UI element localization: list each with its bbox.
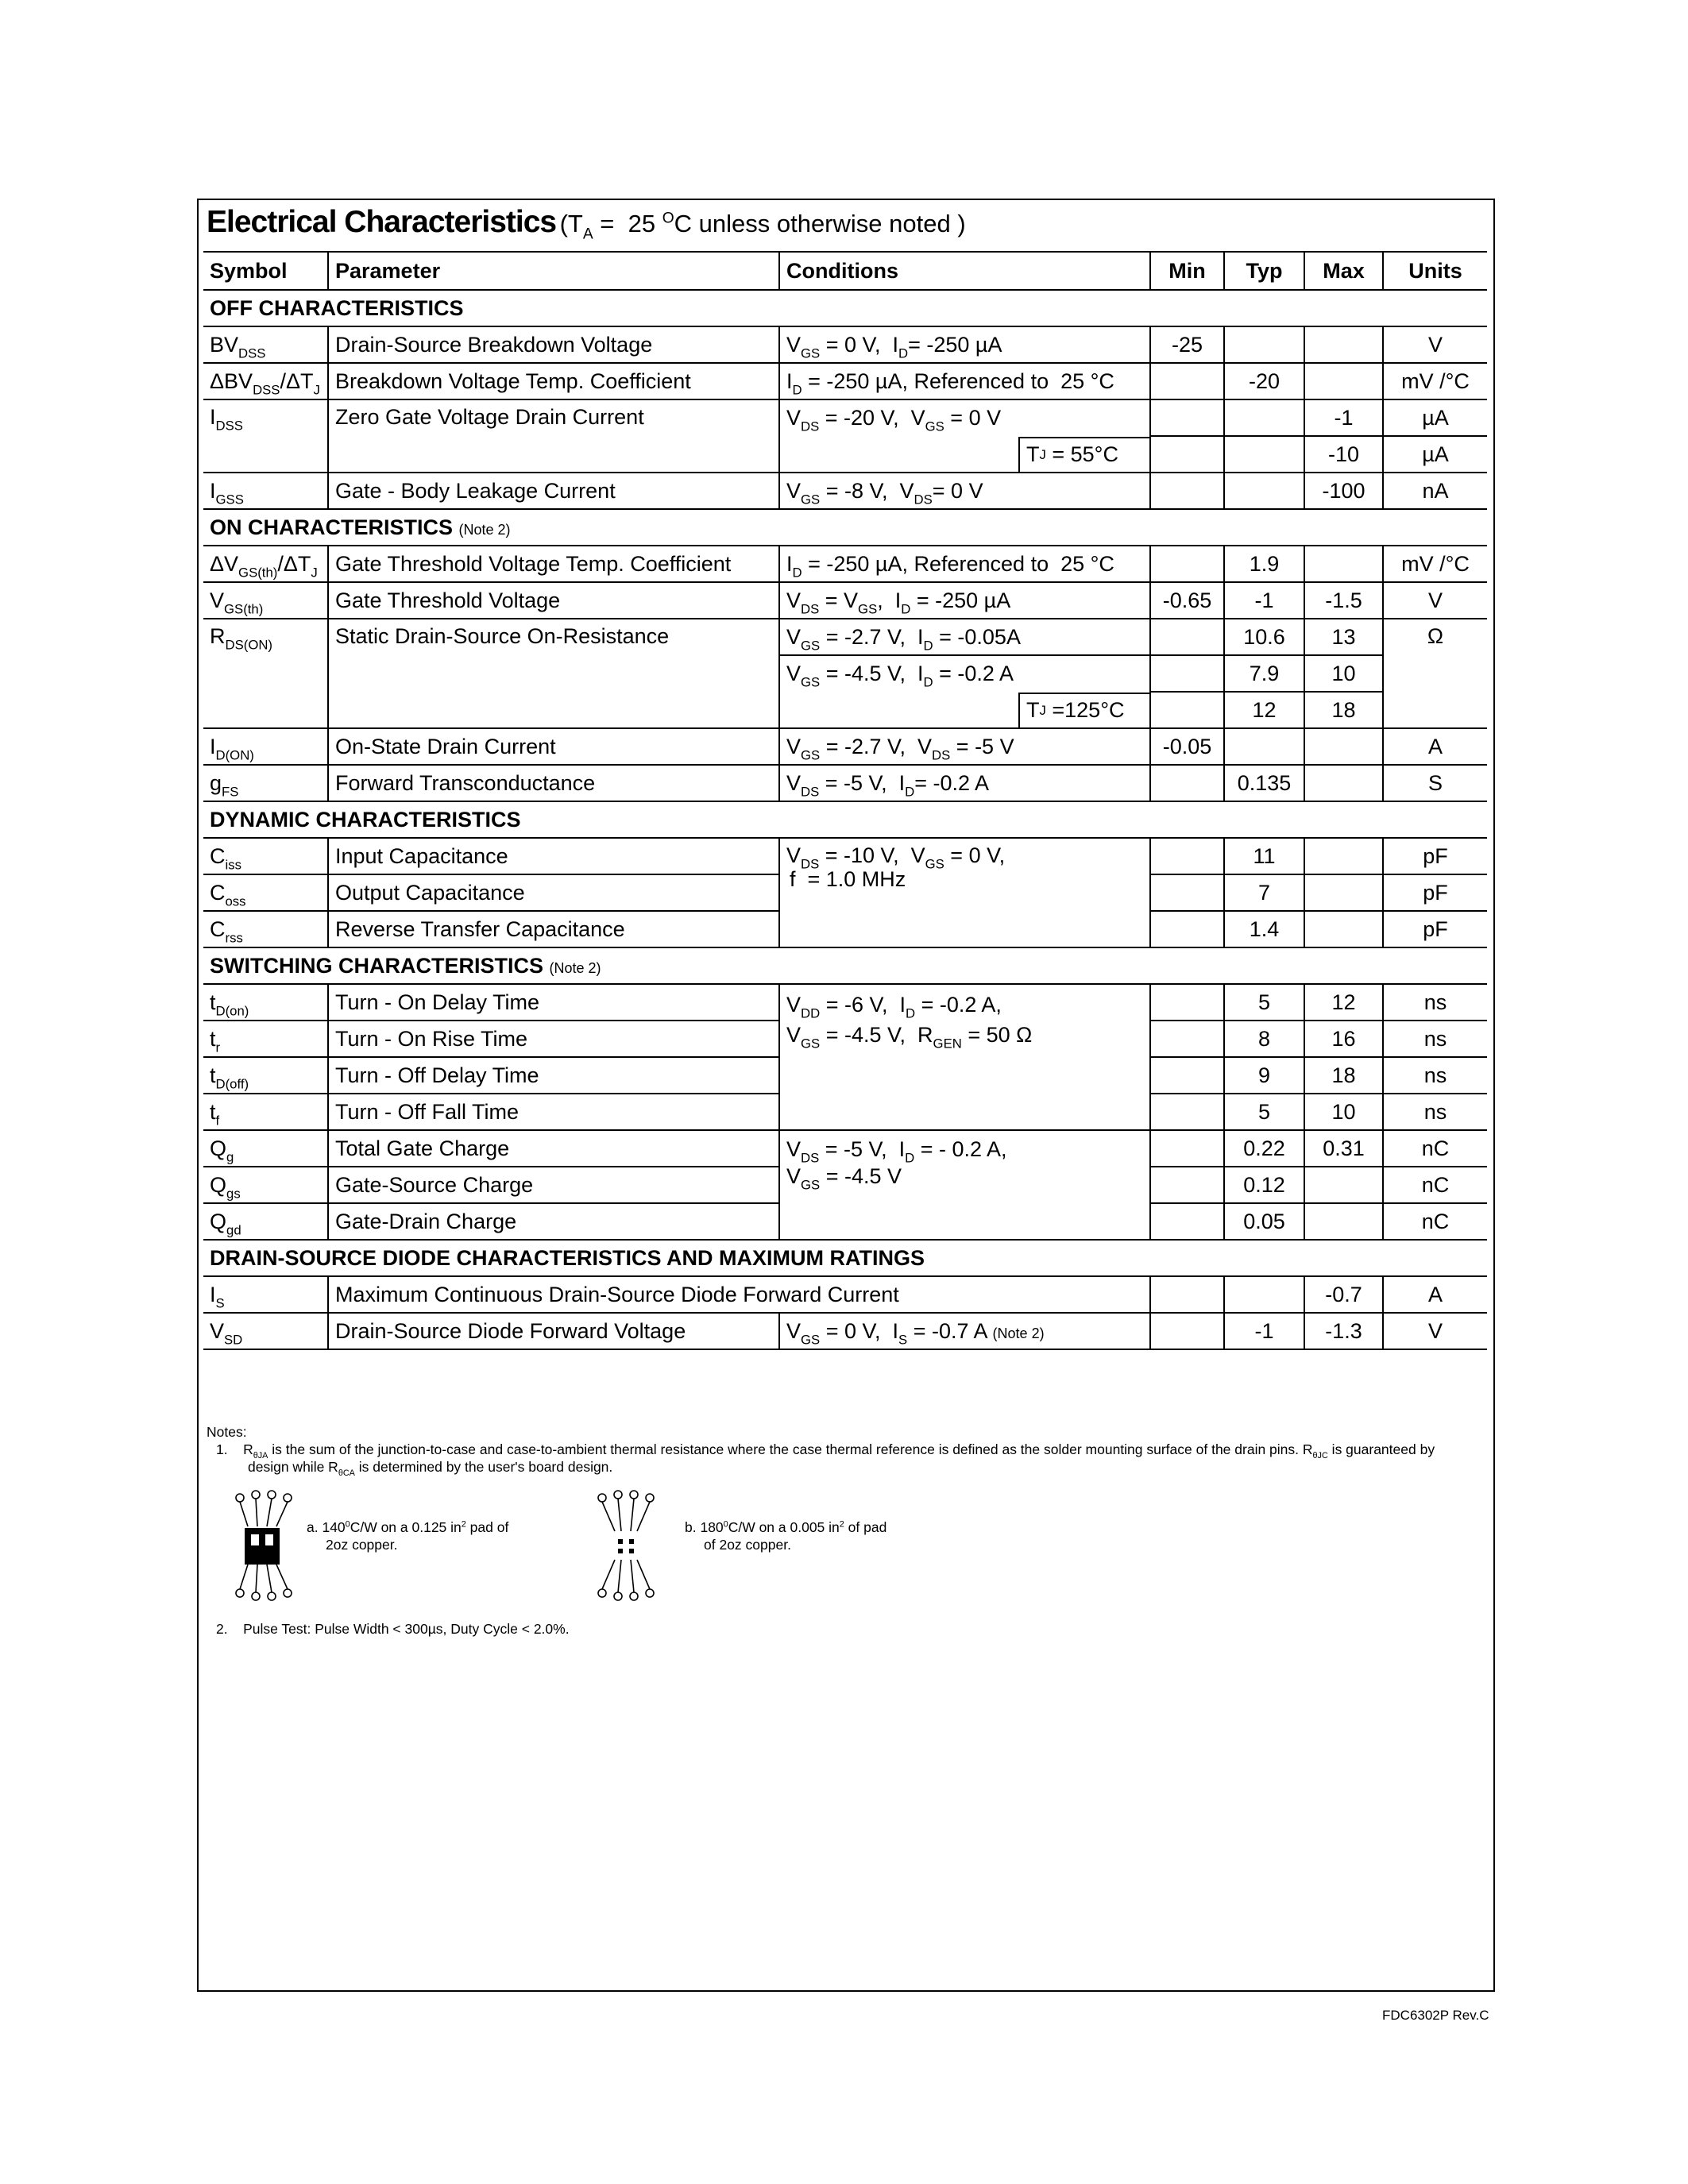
header-row (203, 252, 1487, 290)
symbol-cell: $t_{D(off)}$ (203, 1057, 328, 1094)
typ-cell: 5 (1224, 984, 1304, 1021)
units-cell: mV /°C (1383, 546, 1487, 582)
parameter-cell: Total Gate Charge (328, 1130, 779, 1167)
symbol-cell: $I_S$ (203, 1276, 328, 1313)
header-parameter: Parameter (328, 252, 779, 290)
conditions-cell: $V_{GS} = -8$ V, $V_{DS}= 0$ V (779, 473, 1150, 509)
section-switching: SWITCHING CHARACTERISTICS (Note 2) (203, 947, 1487, 984)
symbol-cell: $t_f$ (203, 1094, 328, 1130)
units-cell: pF (1383, 911, 1487, 947)
parameter-cell: Turn - On Delay Time (328, 984, 779, 1021)
typ-cell: 5 (1224, 1094, 1304, 1130)
conditions-cell: $V_{DS} = V_{GS}$, $I_D = -250$ µA (779, 582, 1150, 619)
typ-cell: 10.6 (1224, 619, 1304, 655)
header-conditions: Conditions (779, 252, 1150, 290)
conditions-cell: $I_D = -250$ µA, Referenced to 25 °C (779, 363, 1150, 399)
units-cell: nC (1383, 1130, 1487, 1167)
typ-cell: 0.135 (1224, 765, 1304, 801)
symbol-cell: $C_{iss}$ (203, 838, 328, 874)
units-cell: nA (1383, 473, 1487, 509)
typ-cell: 1.9 (1224, 546, 1304, 582)
max-cell: -1.5 (1304, 582, 1383, 619)
conditions-cell: $V_{GS} = -2.7$ V, $V_{DS} = -5$ V (779, 728, 1150, 765)
symbol-cell: $C_{rss}$ (203, 911, 328, 947)
parameter-cell: Turn - Off Delay Time (328, 1057, 779, 1094)
symbol-cell: $t_r$ (203, 1021, 328, 1057)
min-cell: -0.65 (1150, 582, 1224, 619)
header-units: Units (1383, 252, 1487, 290)
symbol-cell: $\Delta V_{GS(th)}/\Delta T_J$ (203, 546, 328, 582)
parameter-cell: Forward Transconductance (328, 765, 779, 801)
max-cell: 10 (1304, 1094, 1383, 1130)
max-cell: 10 (1304, 655, 1383, 692)
footprint-b-diagram (594, 1487, 658, 1604)
table-row (203, 984, 1487, 1021)
conditions-cell: $V_{DS} = -10$ V, $V_{GS} = 0$ V, f = 1.0 MHz (779, 838, 1150, 947)
table-row (203, 1313, 1487, 1349)
conditions-cell: $V_{DS} = -5$ V, $I_D= -0.2$ A (779, 765, 1150, 801)
datasheet-frame (197, 199, 1495, 1992)
symbol-cell: $Q_g$ (203, 1130, 328, 1167)
max-cell: -0.7 (1304, 1276, 1383, 1313)
units-cell: nC (1383, 1167, 1487, 1203)
max-cell (1304, 326, 1383, 363)
units-cell: pF (1383, 838, 1487, 874)
symbol-cell: $V_{SD}$ (203, 1313, 328, 1349)
symbol-cell: $\Delta BV_{DSS}/\Delta T_J$ (203, 363, 328, 399)
table-row (203, 765, 1487, 801)
header-max: Max (1304, 252, 1383, 290)
parameter-cell: Gate - Body Leakage Current (328, 473, 779, 509)
table-row (203, 838, 1487, 874)
symbol-cell: $V_{GS(th)}$ (203, 582, 328, 619)
header-min: Min (1150, 252, 1224, 290)
max-cell: 13 (1304, 619, 1383, 655)
parameter-cell: On-State Drain Current (328, 728, 779, 765)
note-1: 1. $R_{\theta JA}$ is the sum of the junction-to-case and case-to-ambient thermal resistance where the case thermal reference is defined as the solder mounting surface of the drain pins. $R_{\theta JC}$ is guaranteed by (216, 1441, 1435, 1461)
section-diode: DRAIN-SOURCE DIODE CHARACTERISTICS AND MAXIMUM RATINGS (203, 1240, 1487, 1276)
units-cell: ns (1383, 984, 1487, 1021)
typ-cell: 9 (1224, 1057, 1304, 1094)
conditions-cell: $V_{DD} = -6$ V, $I_D = -0.2$ A, $V_{GS} = -4.5$ V, $R_{GEN} = 50$ Ω (779, 984, 1150, 1130)
electrical-characteristics-table (203, 251, 1487, 1350)
max-cell: -1.3 (1304, 1313, 1383, 1349)
max-cell: 0.31 (1304, 1130, 1383, 1167)
units-cell: nC (1383, 1203, 1487, 1240)
parameter-cell: Turn - On Rise Time (328, 1021, 779, 1057)
table-row (203, 363, 1487, 399)
note-1-cont: design while $R_{\theta CA}$ is determined by the user's board design. (248, 1459, 613, 1478)
section-dynamic: DYNAMIC CHARACTERISTICS (203, 801, 1487, 838)
typ-cell: 11 (1224, 838, 1304, 874)
typ-cell: -20 (1224, 363, 1304, 399)
symbol-cell: $R_{DS(ON)}$ (203, 619, 328, 728)
symbol-cell: $C_{oss}$ (203, 874, 328, 911)
typ-cell: 7 (1224, 874, 1304, 911)
footprint-b-caption: b. $180^0C/W$ on a 0.005 $in^2$ of pad of 2oz copper. (685, 1519, 887, 1553)
header-typ: Typ (1224, 252, 1304, 290)
parameter-cell: Gate-Source Charge (328, 1167, 779, 1203)
symbol-cell: $I_{D(ON)}$ (203, 728, 328, 765)
table-row (203, 473, 1487, 509)
table-row (203, 1276, 1487, 1313)
typ-cell: 0.12 (1224, 1167, 1304, 1203)
max-cell: -100 (1304, 473, 1383, 509)
section-off: OFF CHARACTERISTICS (203, 290, 1487, 326)
tj-condition: T J = 55°C (1018, 437, 1149, 472)
units-cell: A (1383, 728, 1487, 765)
typ-cell: 7.9 (1224, 655, 1304, 692)
parameter-cell: Breakdown Voltage Temp. Coefficient (328, 363, 779, 399)
section-on: ON CHARACTERISTICS (Note 2) (203, 509, 1487, 546)
max-cell: 18 (1304, 692, 1383, 728)
title-conditions: ($T_A = 25$ $^O$C unless otherwise noted ) (559, 210, 966, 243)
table-row (203, 619, 1487, 655)
conditions-cell: $V_{GS} = 0$ V, $I_S = -0.7$ A (Note 2) (779, 1313, 1150, 1349)
parameter-cell: Output Capacitance (328, 874, 779, 911)
units-cell: ns (1383, 1094, 1487, 1130)
header-symbol: Symbol (203, 252, 328, 290)
min-cell (1150, 363, 1224, 399)
units-cell: ns (1383, 1021, 1487, 1057)
table-row (203, 326, 1487, 363)
page-title (207, 205, 966, 251)
units-cell: µA (1383, 436, 1487, 473)
symbol-cell: $g_{FS}$ (203, 765, 328, 801)
tj-condition: T J =125°C (1018, 693, 1149, 727)
units-cell: mV /°C (1383, 363, 1487, 399)
typ-cell: -1 (1224, 582, 1304, 619)
max-cell: -1 (1304, 399, 1383, 436)
units-cell: Ω (1383, 619, 1487, 728)
footprint-a-caption: a. $140^0C/W$ on a 0.125 $in^2$ pad of 2oz copper. (307, 1519, 509, 1553)
note-2: 2. Pulse Test: Pulse Width < 300µs, Duty Cycle < 2.0%. (216, 1621, 570, 1637)
symbol-cell: $I_{GSS}$ (203, 473, 328, 509)
units-cell: S (1383, 765, 1487, 801)
notes-section (207, 1423, 1485, 1476)
typ-cell (1224, 326, 1304, 363)
units-cell: ns (1383, 1057, 1487, 1094)
parameter-cell: Reverse Transfer Capacitance (328, 911, 779, 947)
footprint-a-diagram (232, 1487, 295, 1604)
parameter-cell: Zero Gate Voltage Drain Current (328, 399, 779, 473)
parameter-cell: Maximum Continuous Drain-Source Diode Forward Current (328, 1276, 1150, 1313)
parameter-cell: Static Drain-Source On-Resistance (328, 619, 779, 728)
max-cell: -10 (1304, 436, 1383, 473)
symbol-cell: $I_{DSS}$ (203, 399, 328, 473)
conditions-cell (779, 692, 1150, 728)
footer-revision: FDC6302P Rev.C (1382, 2008, 1489, 2023)
parameter-cell: Gate Threshold Voltage Temp. Coefficient (328, 546, 779, 582)
units-cell: V (1383, 1313, 1487, 1349)
typ-cell: 0.05 (1224, 1203, 1304, 1240)
table-row (203, 399, 1487, 436)
notes-heading: Notes: (207, 1424, 247, 1440)
symbol-cell: $Q_{gd}$ (203, 1203, 328, 1240)
parameter-cell: Drain-Source Diode Forward Voltage (328, 1313, 779, 1349)
symbol-cell: $t_{D(on)}$ (203, 984, 328, 1021)
units-cell: A (1383, 1276, 1487, 1313)
typ-cell: -1 (1224, 1313, 1304, 1349)
title-bold: Electrical Characteristics (207, 205, 557, 239)
conditions-cell (779, 436, 1150, 473)
table-row (203, 728, 1487, 765)
conditions-cell: $V_{GS} = -2.7$ V, $I_D = -0.05A$ (779, 619, 1150, 655)
conditions-cell: $I_D = -250$ µA, Referenced to 25 °C (779, 546, 1150, 582)
units-cell: V (1383, 326, 1487, 363)
parameter-cell: Drain-Source Breakdown Voltage (328, 326, 779, 363)
parameter-cell: Turn - Off Fall Time (328, 1094, 779, 1130)
units-cell: V (1383, 582, 1487, 619)
conditions-cell: $V_{DS} = -5$ V, $I_D$ = - 0.2 A, $V_{GS} = -4.5$ V (779, 1130, 1150, 1240)
conditions-cell: $V_{DS} = -20$ V, $V_{GS} = 0$ V (779, 399, 1150, 436)
parameter-cell: Gate-Drain Charge (328, 1203, 779, 1240)
max-cell: 18 (1304, 1057, 1383, 1094)
parameter-cell: Input Capacitance (328, 838, 779, 874)
symbol-cell: $Q_{gs}$ (203, 1167, 328, 1203)
typ-cell: 1.4 (1224, 911, 1304, 947)
max-cell: 12 (1304, 984, 1383, 1021)
units-cell: µA (1383, 399, 1487, 436)
typ-cell: 12 (1224, 692, 1304, 728)
min-cell: -0.05 (1150, 728, 1224, 765)
conditions-cell: $V_{GS} = 0$ V, $I_D= -250$ µA (779, 326, 1150, 363)
table-row (203, 1130, 1487, 1167)
typ-cell: 8 (1224, 1021, 1304, 1057)
parameter-cell: Gate Threshold Voltage (328, 582, 779, 619)
max-cell: 16 (1304, 1021, 1383, 1057)
conditions-cell: $V_{GS} = -4.5$ V, $I_D = -0.2$ A (779, 655, 1150, 692)
min-cell: -25 (1150, 326, 1224, 363)
table-row (203, 582, 1487, 619)
units-cell: pF (1383, 874, 1487, 911)
max-cell (1304, 363, 1383, 399)
typ-cell: 0.22 (1224, 1130, 1304, 1167)
symbol-cell: $BV_{DSS}$ (203, 326, 328, 363)
table-row (203, 546, 1487, 582)
